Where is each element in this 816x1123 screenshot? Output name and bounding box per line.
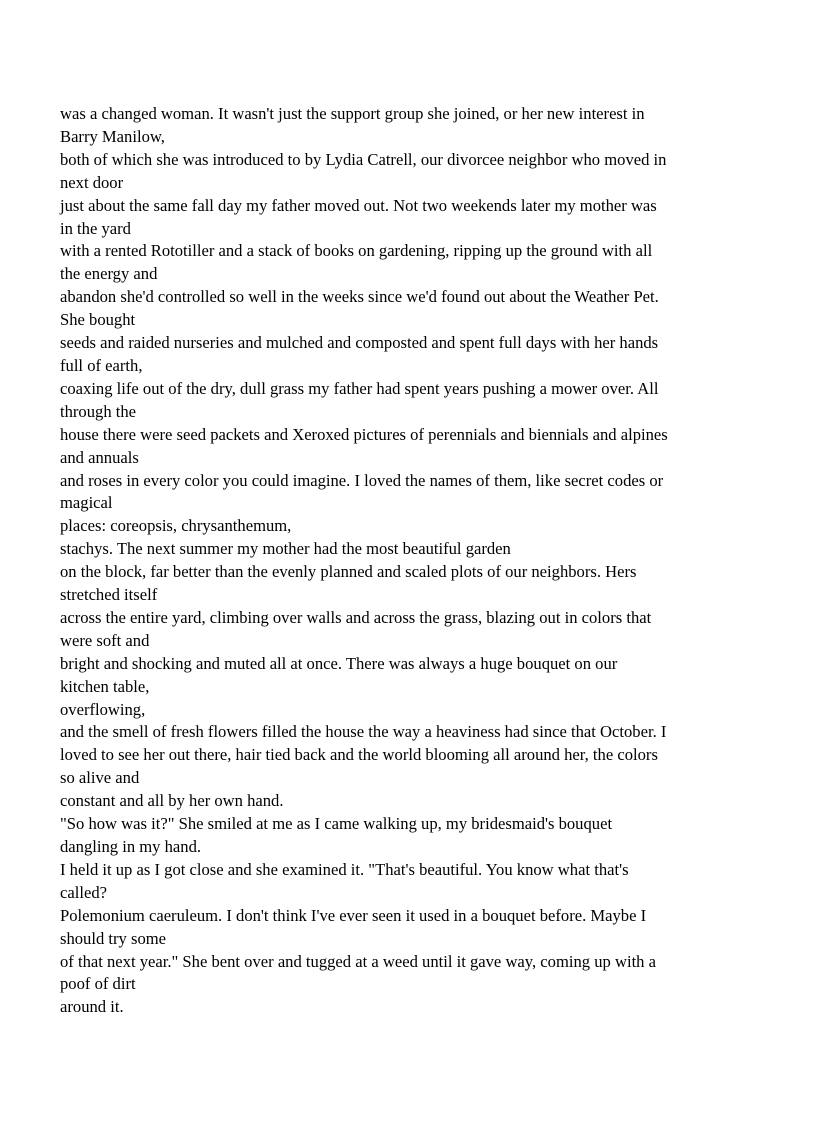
text-line: the energy and xyxy=(60,264,158,284)
text-line: seeds and raided nurseries and mulched and composted and spent full days with her hands xyxy=(60,333,659,353)
text-line: both of which she was introduced to by Lydia Catrell, our divorcee neighbor who moved in xyxy=(60,149,667,169)
text-line: loved to see her out there, hair tied back and the world blooming all around her, the colors xyxy=(60,745,658,765)
text-line: was a changed woman. It wasn't just the support group she joined, or her new interest in xyxy=(60,104,645,123)
text-line: were soft and xyxy=(60,630,150,650)
text-line: stachys. The next summer my mother had the most beautiful garden xyxy=(60,539,511,559)
text-line: should try some xyxy=(60,928,167,948)
text-line: on the block, far better than the evenly planned and scaled plots of our neighbors. Hers xyxy=(60,562,637,582)
text-line: "So how was it?" She smiled at me as I came walking up, my bridesmaid's bouquet xyxy=(60,814,613,834)
text-line: around it. xyxy=(60,997,124,1017)
text-line: bright and shocking and muted all at once. There was always a huge bouquet on our xyxy=(60,653,618,673)
text-line: Barry Manilow, xyxy=(60,126,165,146)
text-line: just about the same fall day my father moved out. Not two weekends later my mother was xyxy=(60,195,657,215)
text-line: and annuals xyxy=(60,447,139,467)
text-line: next door xyxy=(60,172,124,192)
text-line: places: coreopsis, chrysanthemum, xyxy=(60,516,292,536)
text-line: abandon she'd controlled so well in the weeks since we'd found out about the Weather Pet. xyxy=(60,287,659,307)
text-line: house there were seed packets and Xeroxed pictures of perennials and biennials and alpines xyxy=(60,424,668,444)
body-text xyxy=(60,103,760,1019)
text-line: through the xyxy=(60,401,137,421)
text-line: magical xyxy=(60,493,113,513)
text-line: with a rented Rototiller and a stack of books on gardening, ripping up the ground with all xyxy=(60,241,653,261)
text-line: across the entire yard, climbing over walls and across the grass, blazing out in colors that xyxy=(60,607,652,627)
text-line: and the smell of fresh flowers filled the house the way a heaviness had since that October. I xyxy=(60,722,667,742)
text-line: constant and all by her own hand. xyxy=(60,791,284,811)
text-line: in the yard xyxy=(60,218,131,238)
text-line: stretched itself xyxy=(60,585,158,605)
text-line: Polemonium caeruleum. I don't think I've ever seen it used in a bouquet before. Maybe I xyxy=(60,905,647,925)
text-line: called? xyxy=(60,882,107,902)
text-line: of that next year." She bent over and tugged at a weed until it gave way, coming up with a xyxy=(60,951,656,971)
text-line: full of earth, xyxy=(60,355,143,375)
text-line: so alive and xyxy=(60,768,140,788)
text-line: kitchen table, xyxy=(60,676,150,696)
text-line: dangling in my hand. xyxy=(60,837,202,856)
text-line: overflowing, xyxy=(60,699,146,719)
text-line: poof of dirt xyxy=(60,974,136,994)
text-line: coaxing life out of the dry, dull grass my father had spent years pushing a mower over. All xyxy=(60,378,659,398)
text-line: and roses in every color you could imagine. I loved the names of them, like secret codes or xyxy=(60,470,664,490)
text-line: I held it up as I got close and she examined it. "That's beautiful. You know what that's xyxy=(60,859,629,879)
text-line: She bought xyxy=(60,310,136,330)
